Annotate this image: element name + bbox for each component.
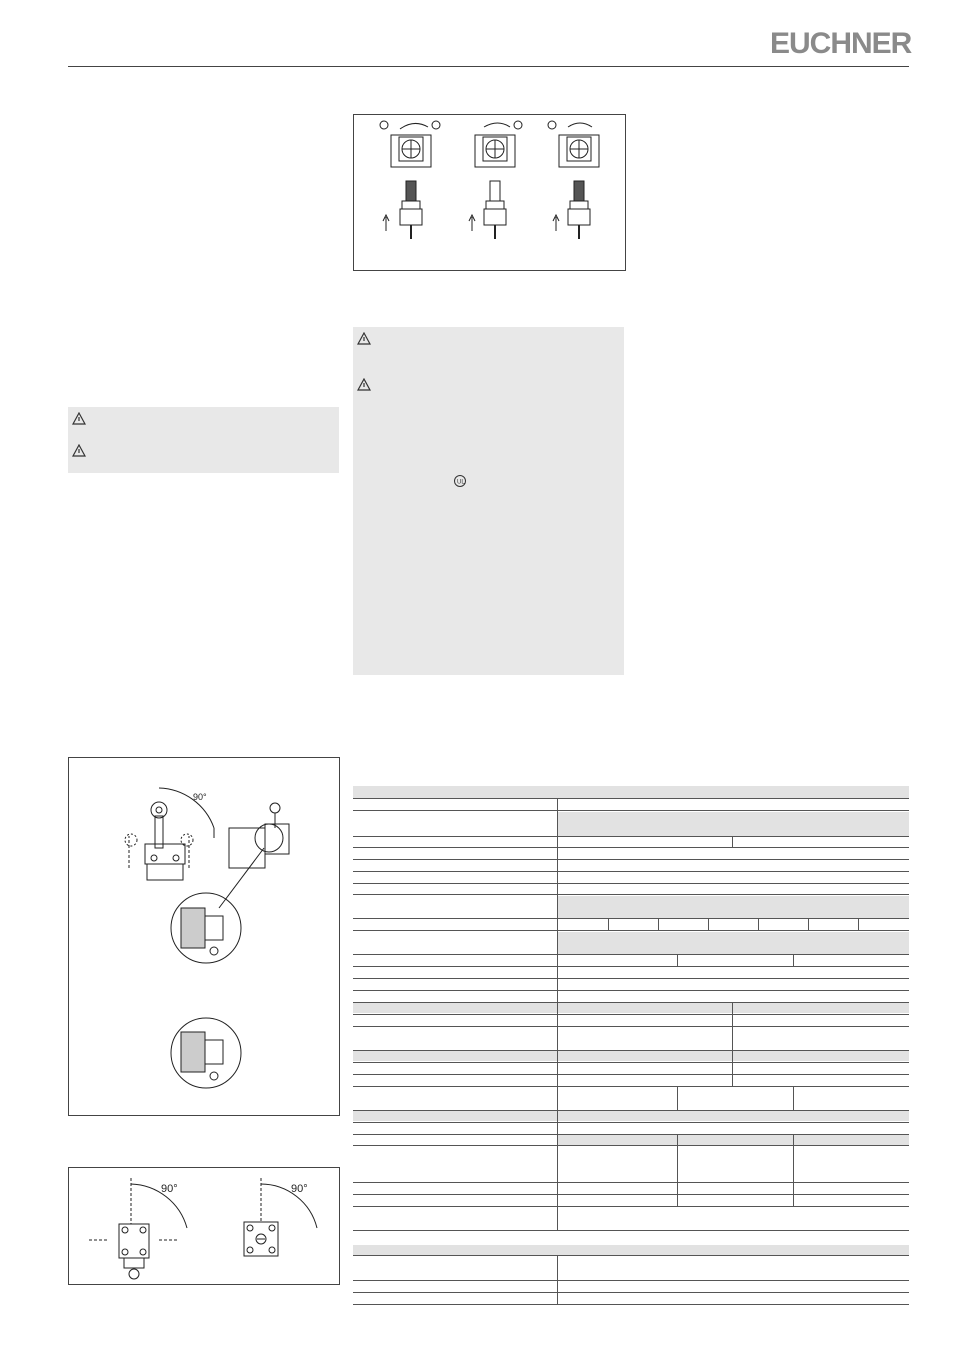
- angle-label: 90°: [193, 792, 207, 802]
- table-header-band: [353, 786, 909, 798]
- roller-lever-drawing: [69, 758, 339, 1115]
- angle-label-right: 90°: [291, 1183, 308, 1195]
- switch-unit-3: [548, 121, 599, 239]
- head-rotation-drawing: [69, 1168, 339, 1284]
- warning-triangle-icon: [72, 444, 86, 457]
- switch-unit-2: [469, 121, 522, 239]
- svg-text:UL: UL: [457, 479, 465, 486]
- warning-triangle-icon: [357, 332, 371, 345]
- warning-triangle-icon: [357, 378, 371, 391]
- actuation-drawing: [354, 115, 625, 270]
- warning-triangle-icon: [72, 412, 86, 425]
- angle-label-left: 90°: [161, 1183, 178, 1195]
- brand-logo: EUCHNER: [770, 27, 912, 60]
- technical-data-table: [353, 786, 909, 1306]
- head-rotation-figure: [68, 1167, 340, 1285]
- switch-unit-1: [380, 121, 440, 239]
- roller-lever-figure: [68, 757, 340, 1116]
- actuation-figure: [353, 114, 626, 271]
- left-warning-panel: [68, 407, 339, 473]
- header-rule: [68, 66, 909, 67]
- middle-warning-panel: [353, 327, 624, 675]
- ul-mark-icon: [451, 474, 469, 488]
